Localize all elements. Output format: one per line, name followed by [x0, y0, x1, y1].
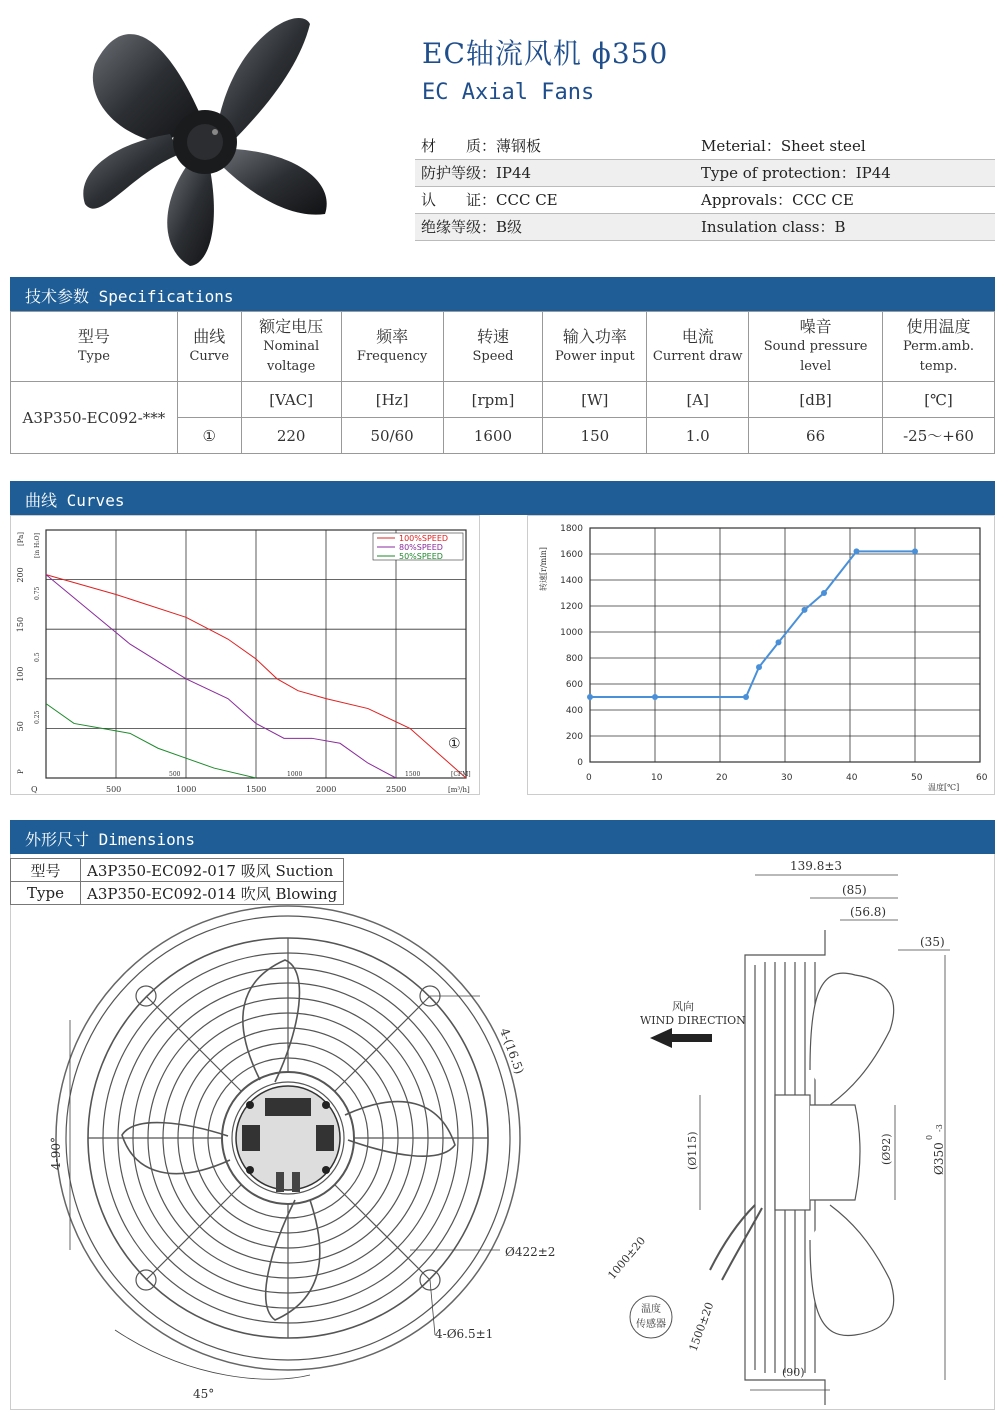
- cfm-unit-label: [CFM]: [451, 771, 471, 778]
- attributes-table: [415, 132, 995, 241]
- x-tick-label: 1000: [176, 785, 197, 794]
- dim-92: (Ø92): [880, 1133, 893, 1165]
- attribute-row: [415, 159, 995, 186]
- spec-value: 220: [241, 418, 341, 454]
- speed-line: [590, 551, 915, 697]
- dimensions-title-en: Dimensions: [98, 830, 195, 849]
- y-tick-label: 0: [577, 758, 583, 768]
- y-tick-label: 100: [16, 666, 25, 682]
- cfm-tick-label: 1000: [287, 771, 303, 778]
- curve-80pct-speed: [46, 575, 396, 778]
- spec-section-header: [10, 277, 995, 311]
- curves-section-header: [10, 481, 995, 515]
- type-label-en: Type: [11, 882, 81, 905]
- speed-curve-panel: [527, 515, 995, 795]
- inh2o-unit-label: [in H₂O]: [34, 533, 41, 558]
- attribute-row: [415, 186, 995, 213]
- x-tick-label: 2000: [316, 785, 337, 794]
- attribute-en: Type of protection：IP44: [695, 159, 995, 186]
- y-tick-label: 1000: [560, 628, 583, 638]
- x-tick-label: 0: [586, 773, 592, 783]
- legend-label: 100%SPEED: [399, 534, 449, 543]
- dim-85: (85): [842, 883, 867, 897]
- type-value: A3P350-EC092-014 吹风 Blowing: [81, 882, 344, 905]
- dim-350-tolerance-lower: -3: [935, 1124, 944, 1132]
- y-tick-label: 1400: [560, 576, 583, 586]
- dim-56-8: (56.8): [850, 905, 887, 919]
- x-tick-label: 500: [106, 785, 122, 794]
- type-label-cn: 型号: [11, 859, 81, 882]
- y-axis-label: P: [17, 769, 25, 774]
- type-row: [11, 859, 344, 882]
- dim-holes-16-5: 4-(16.5): [497, 1026, 527, 1076]
- attribute-en: Meterial：Sheet steel: [695, 132, 995, 159]
- side-view: [710, 930, 894, 1405]
- spec-value: -25～+60: [883, 418, 995, 454]
- speed-point: [587, 694, 593, 700]
- y-axis-label: 转速[r/min]: [539, 546, 548, 591]
- sensor-callout: [630, 1296, 672, 1338]
- dim-cable-1000: 1000±20: [605, 1234, 649, 1282]
- legend-label: 50%SPEED: [399, 552, 443, 561]
- spec-unit-empty: [177, 382, 241, 418]
- dimensions-section-header: [10, 820, 995, 854]
- sensor-label-1: 温度: [641, 1304, 661, 1315]
- spec-unit: [℃]: [883, 382, 995, 418]
- x-tick-label: 60: [976, 773, 988, 783]
- spec-value: 1.0: [647, 418, 749, 454]
- x-tick-label: 1500: [246, 785, 267, 794]
- speed-point: [854, 548, 860, 554]
- spec-model: A3P350-EC092-***: [11, 382, 178, 454]
- y-tick-label: 800: [565, 654, 583, 664]
- legend-label: 80%SPEED: [399, 543, 443, 552]
- attribute-en: Approvals：CCC CE: [695, 186, 995, 213]
- speed-point: [743, 694, 749, 700]
- x-tick-label: 10: [651, 773, 663, 783]
- type-value: A3P350-EC092-017 吸风 Suction: [81, 859, 344, 882]
- dim-350: Ø350: [932, 1142, 946, 1175]
- spec-value: 1600: [443, 418, 543, 454]
- speed-point: [821, 590, 827, 596]
- dim-350-tolerance-upper: 0: [925, 1134, 934, 1140]
- curves-title-en: Curves: [66, 491, 125, 510]
- y-tick-label: 400: [565, 706, 583, 716]
- dim-139-8: 139.8±3: [790, 859, 843, 873]
- spec-curve: ①: [177, 418, 241, 454]
- speed-point: [912, 548, 918, 554]
- dim-35: (35): [920, 935, 945, 949]
- inh2o-tick-label: 0.5: [34, 652, 41, 662]
- spec-header-cell: 频率 Frequency: [341, 312, 443, 382]
- spec-header-cell: 型号 Type: [11, 312, 178, 382]
- x-tick-label: 30: [781, 773, 793, 783]
- spec-unit: [A]: [647, 382, 749, 418]
- speed-point: [652, 694, 658, 700]
- spec-value: 50/60: [341, 418, 443, 454]
- attribute-cn: 防护等级：IP44: [415, 159, 695, 186]
- x-tick-label: 20: [716, 773, 728, 783]
- spec-value: 66: [749, 418, 883, 454]
- curves-title-cn: 曲线: [25, 491, 58, 510]
- inh2o-tick-label: 0.75: [34, 586, 41, 600]
- attribute-row: [415, 213, 995, 240]
- page-subtitle: EC Axial Fans: [422, 80, 595, 105]
- x-tick-label: 40: [846, 773, 858, 783]
- y-tick-label: 200: [16, 567, 25, 583]
- speed-point: [776, 639, 782, 645]
- y-tick-label: 1200: [560, 602, 583, 612]
- y-tick-label: 150: [16, 616, 25, 633]
- dim-holes-6-5: 4-Ø6.5±1: [435, 1327, 494, 1341]
- pressure-curve-panel: [10, 515, 480, 795]
- attribute-row: [415, 132, 995, 159]
- spec-unit: [VAC]: [241, 382, 341, 418]
- speed-temperature-chart: [528, 516, 996, 796]
- speed-point: [756, 664, 762, 670]
- dim-diameter-422: Ø422±2: [505, 1245, 556, 1259]
- inh2o-tick-label: 0.25: [34, 710, 41, 724]
- cfm-tick-label: 1500: [405, 771, 421, 778]
- spec-header-cell: 电流 Current draw: [647, 312, 749, 382]
- dimensions-title-cn: 外形尺寸: [25, 830, 90, 849]
- sensor-label-2: 传感器: [636, 1319, 666, 1330]
- spec-unit: [rpm]: [443, 382, 543, 418]
- spec-header-cell: 额定电压 Nominal voltage: [241, 312, 341, 382]
- dim-angle-45: 45°: [193, 1387, 215, 1401]
- spec-unit: [W]: [543, 382, 647, 418]
- spec-table: [10, 311, 995, 454]
- attribute-en: Insulation class：B: [695, 213, 995, 240]
- y-tick-label: 1800: [560, 524, 583, 534]
- cfm-tick-label: 500: [169, 771, 181, 778]
- spec-header-cell: 使用温度 Perm.amb. temp.: [883, 312, 995, 382]
- page-title: EC轴流风机 ϕ350: [422, 37, 669, 70]
- y-tick-label: 1600: [560, 550, 583, 560]
- spec-unit-row: [11, 382, 995, 418]
- spec-header-cell: 曲线 Curve: [177, 312, 241, 382]
- attribute-cn: 绝缘等级：B级: [415, 213, 695, 240]
- type-table: [10, 858, 344, 905]
- curve-50pct-speed: [46, 704, 256, 778]
- speed-point: [802, 607, 808, 613]
- fan-product-photo: [70, 4, 340, 269]
- spec-unit: [dB]: [749, 382, 883, 418]
- spec-header-cell: 输入功率 Power input: [543, 312, 647, 382]
- y-tick-label: 50: [16, 721, 25, 732]
- x-unit-label: [m³/h]: [448, 786, 470, 794]
- spec-header-cell: 噪音 Sound pressure level: [749, 312, 883, 382]
- spec-title-en: Specifications: [98, 287, 234, 306]
- spec-unit: [Hz]: [341, 382, 443, 418]
- dim-cable-1500: 1500±20: [686, 1300, 717, 1354]
- pressure-flow-chart: [11, 516, 481, 796]
- wind-direction-arrow: [650, 1028, 712, 1048]
- dim-angle-90: 4-90°: [49, 1137, 63, 1170]
- attribute-cn: 认 证：CCC CE: [415, 186, 695, 213]
- spec-header-row: [11, 312, 995, 382]
- x-tick-label: 2500: [386, 785, 407, 794]
- motor-hub: [236, 1086, 340, 1192]
- x-axis-label: Q: [31, 785, 38, 794]
- wind-label-en: WIND DIRECTION: [640, 1014, 746, 1027]
- y-tick-label: 600: [565, 680, 583, 690]
- dim-90: (90): [782, 1366, 805, 1379]
- attribute-cn: 材 质：薄钢板: [415, 132, 695, 159]
- spec-title-cn: 技术参数: [25, 287, 90, 306]
- x-axis-label: 温度[℃]: [928, 783, 960, 792]
- x-tick-label: 50: [911, 773, 923, 783]
- wind-label-cn: 风向: [672, 1000, 694, 1013]
- spec-value: 150: [543, 418, 647, 454]
- y-tick-label: 200: [565, 732, 583, 742]
- curve-marker: ①: [448, 736, 461, 752]
- dim-115: (Ø115): [686, 1131, 699, 1170]
- spec-header-cell: 转速 Speed: [443, 312, 543, 382]
- y-unit-label: [Pa]: [17, 531, 25, 546]
